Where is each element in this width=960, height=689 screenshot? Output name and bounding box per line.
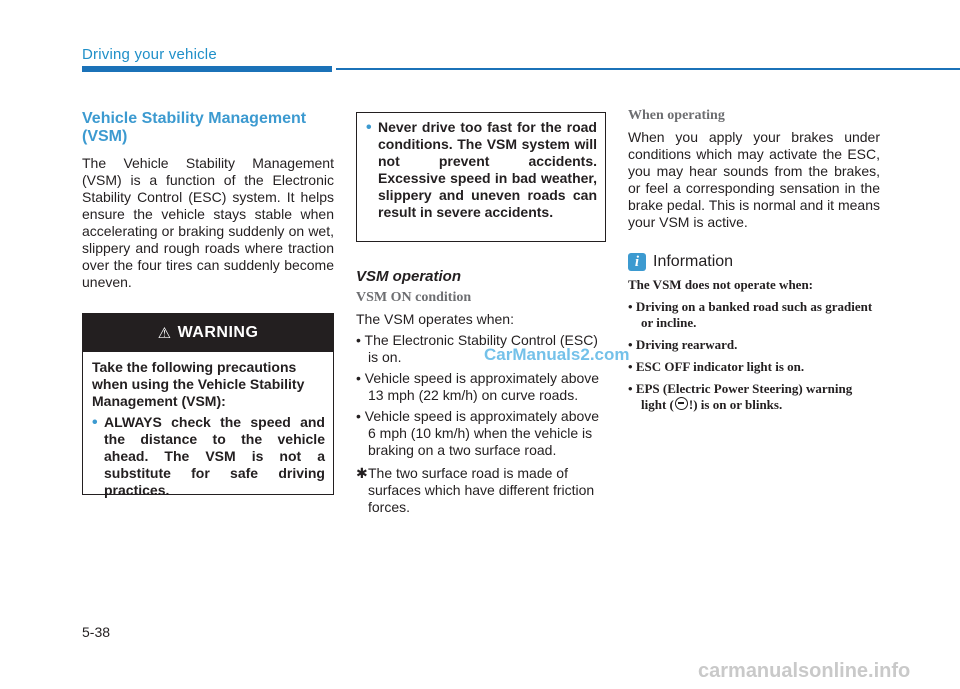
warning-box [82,313,334,498]
section-header: Driving your vehicle [82,46,217,63]
warning-bullet-text: ALWAYS check the speed and the distance to the vehicle ahead. The VSM is not a substitute for safe driving practices. [104,414,325,498]
operates-when: The VSM operates when: [356,311,514,327]
warning-lead: Take the following precautions when using the Vehicle Stability Management (VSM): [92,359,305,409]
list-item: • ESC OFF indicator light is on. [628,359,805,374]
caution-bullet [366,119,597,221]
list-item: • EPS (Electric Power Steering) warning light ( !) is on or blinks. [628,381,853,412]
information-title: Information [653,253,734,270]
list-item: • Driving on a banked road such as gradient or incline. [628,299,873,330]
operating-text: When you apply your brakes under conditions which may activate the ESC, you may hear sounds from the brakes, or feel a corresponding sensation in the brake pedal. This is normal and it means your VSM is active. [628,129,880,230]
caution-bullet-text: Never drive too fast for the road conditions. The VSM system will not prevent accidents. Excessive speed in bad weather, slippery and uneven roads can result in severe accidents. [378,119,597,220]
bullet-dot-icon: • [366,119,372,136]
bullet-dot-icon: • [92,414,98,431]
when-operating-heading: When operating [628,108,725,123]
header-rule [336,68,960,70]
vsm-on-condition-heading: VSM ON condition [356,290,472,305]
warning-label: WARNING [177,324,259,341]
list-item: • Vehicle speed is approximately above 13 mph (22 km/h) on curve roads. [356,370,600,403]
vsm-title: Vehicle Stability Management (VSM) [82,110,307,145]
eps-warning-icon [675,397,688,410]
column-right [628,108,880,413]
caution-box [356,112,606,242]
page-number: 5-38 [82,624,111,640]
warning-header [83,314,333,352]
warning-body [83,352,333,499]
warning-bullet [92,414,325,499]
vsm-intro: The Vehicle Stability Management (VSM) is a function of the Electronic Stability Control (ESC) system. It helps ensure the vehicle stays stable when accelerating or braking suddenly on wet, slippery and rough roads where traction over the four tires can suddenly become uneven. [82,155,334,290]
header-bar [82,66,332,72]
watermark-footer: carmanualsonline.info [698,660,911,682]
info-lead: The VSM does not operate when: [628,277,814,292]
list-item: • The Electronic Stability Control (ESC) is on. [356,332,598,365]
information-header [628,253,880,271]
column-middle [356,112,606,516]
info-list [628,299,880,413]
warning-triangle-icon: ⚠ [157,325,172,342]
list-item: • Vehicle speed is approximately above 6 mph (10 km/h) when the vehicle is braking on a two surface road. [356,408,600,458]
note-text: The two surface road is made of surfaces which have different friction forces. [368,465,595,515]
watermark-carmanuals: CarManuals2.com [484,345,630,364]
asterisk-icon: ✱ [356,465,368,481]
note [356,465,606,516]
vsm-operation-heading: VSM operation [356,268,462,285]
info-icon: i [628,253,646,271]
list-item: • Driving rearward. [628,337,738,352]
column-left [82,110,334,498]
